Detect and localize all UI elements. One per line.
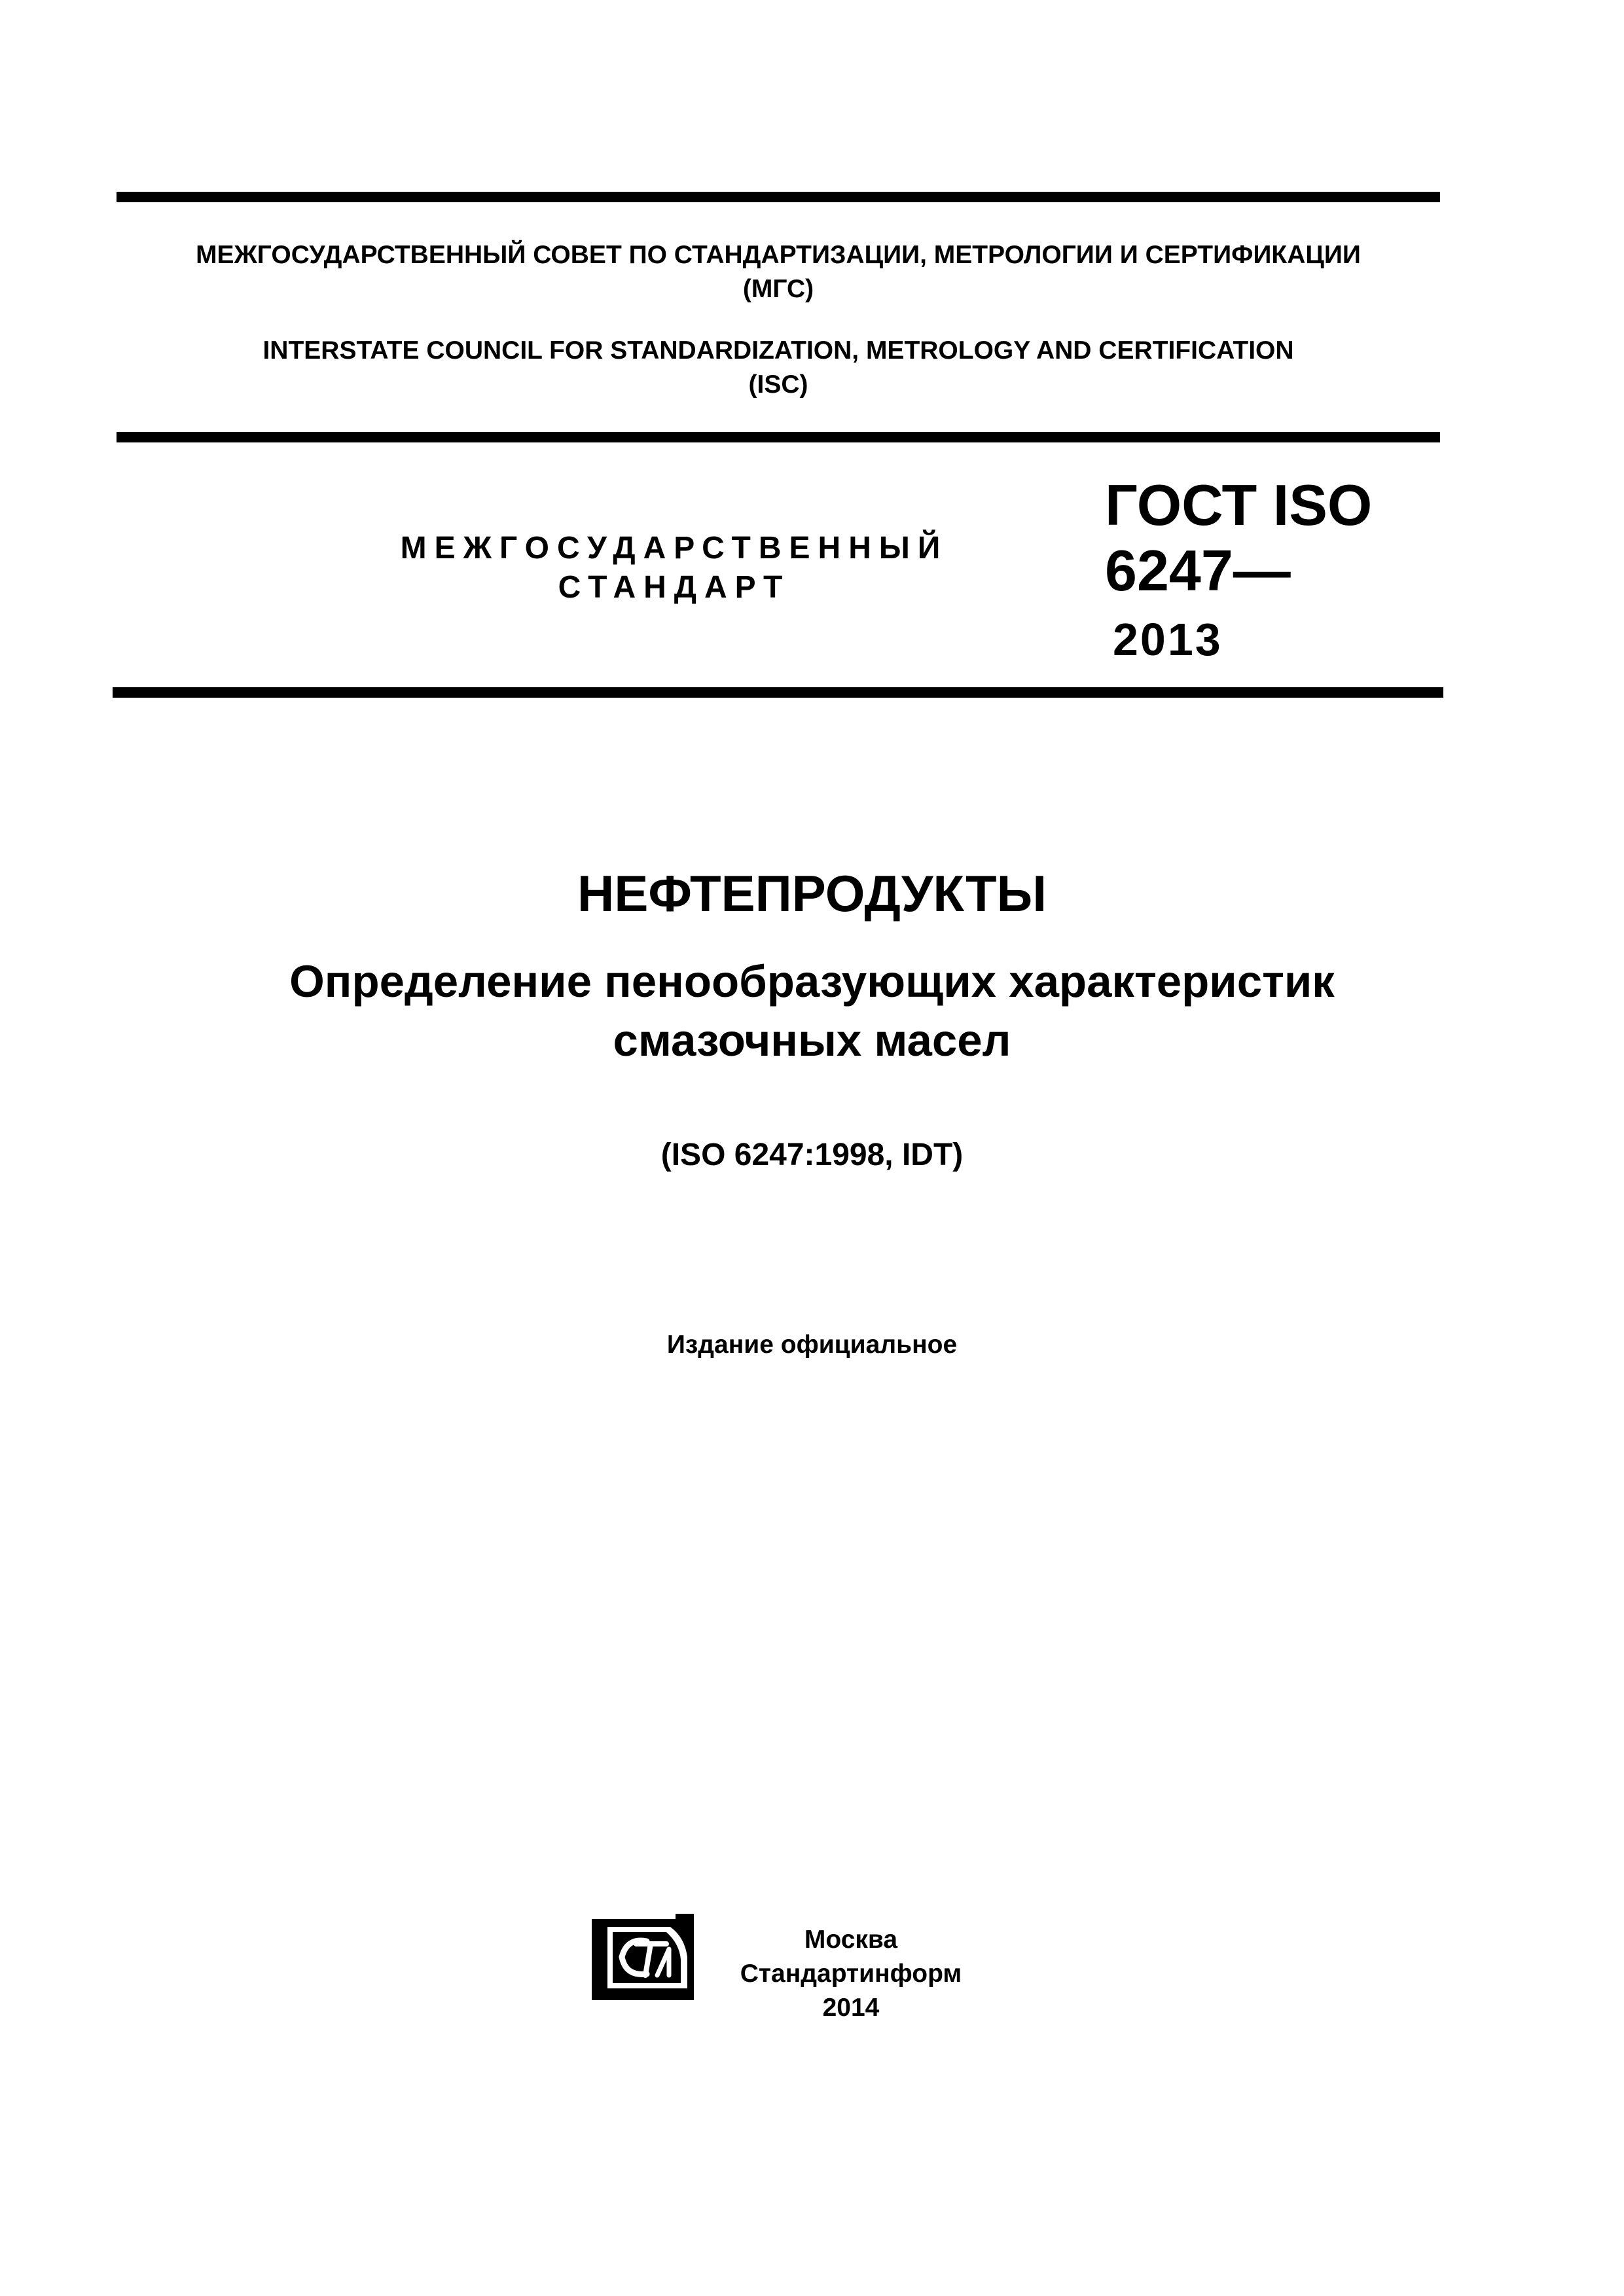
standartinform-logo-icon <box>589 1911 697 2003</box>
standard-year: 2013 <box>1113 614 1223 665</box>
standard-code-line1: ГОСТ ISO <box>1105 473 1373 537</box>
council-abbr-en: (ISC) <box>748 370 808 399</box>
publisher-name: Стандартинформ <box>740 1960 962 1988</box>
bottom-rule <box>113 687 1443 698</box>
standard-code-line2: 6247— <box>1105 538 1291 603</box>
publisher-city: Москва <box>804 1926 898 1954</box>
middle-rule <box>117 432 1440 442</box>
document-title: НЕФТЕПРОДУКТЫ <box>577 865 1047 922</box>
standard-code <box>1105 473 1372 603</box>
document-subtitle <box>0 952 1624 1070</box>
standard-kind <box>367 529 982 607</box>
council-name-en <box>117 334 1440 402</box>
council-name-ru <box>117 238 1440 306</box>
standard-kind-line2: СТАНДАРТ <box>558 570 791 605</box>
standard-kind-line1: МЕЖГОСУДАРСТВЕННЫЙ <box>400 531 948 565</box>
publisher-info <box>720 1923 982 2025</box>
edition-note: Издание официальное <box>666 1331 958 1359</box>
document-subtitle-line1: Определение пенообразующих характеристик <box>289 956 1335 1007</box>
publication-year: 2014 <box>822 1994 880 2022</box>
council-abbr-ru: (МГС) <box>742 275 814 303</box>
iso-reference: (ISO 6247:1998, IDT) <box>660 1138 964 1172</box>
council-name-ru-line1: МЕЖГОСУДАРСТВЕННЫЙ СОВЕТ ПО СТАНДАРТИЗАЦИИ, МЕТРОЛОГИИ И СЕРТИФИКАЦИИ <box>196 241 1361 269</box>
document-subtitle-line2: смазочных масел <box>613 1015 1011 1066</box>
top-rule <box>117 192 1440 202</box>
council-name-en-line1: INTERSTATE COUNCIL FOR STANDARDIZATION, METROLOGY AND CERTIFICATION <box>262 336 1294 365</box>
